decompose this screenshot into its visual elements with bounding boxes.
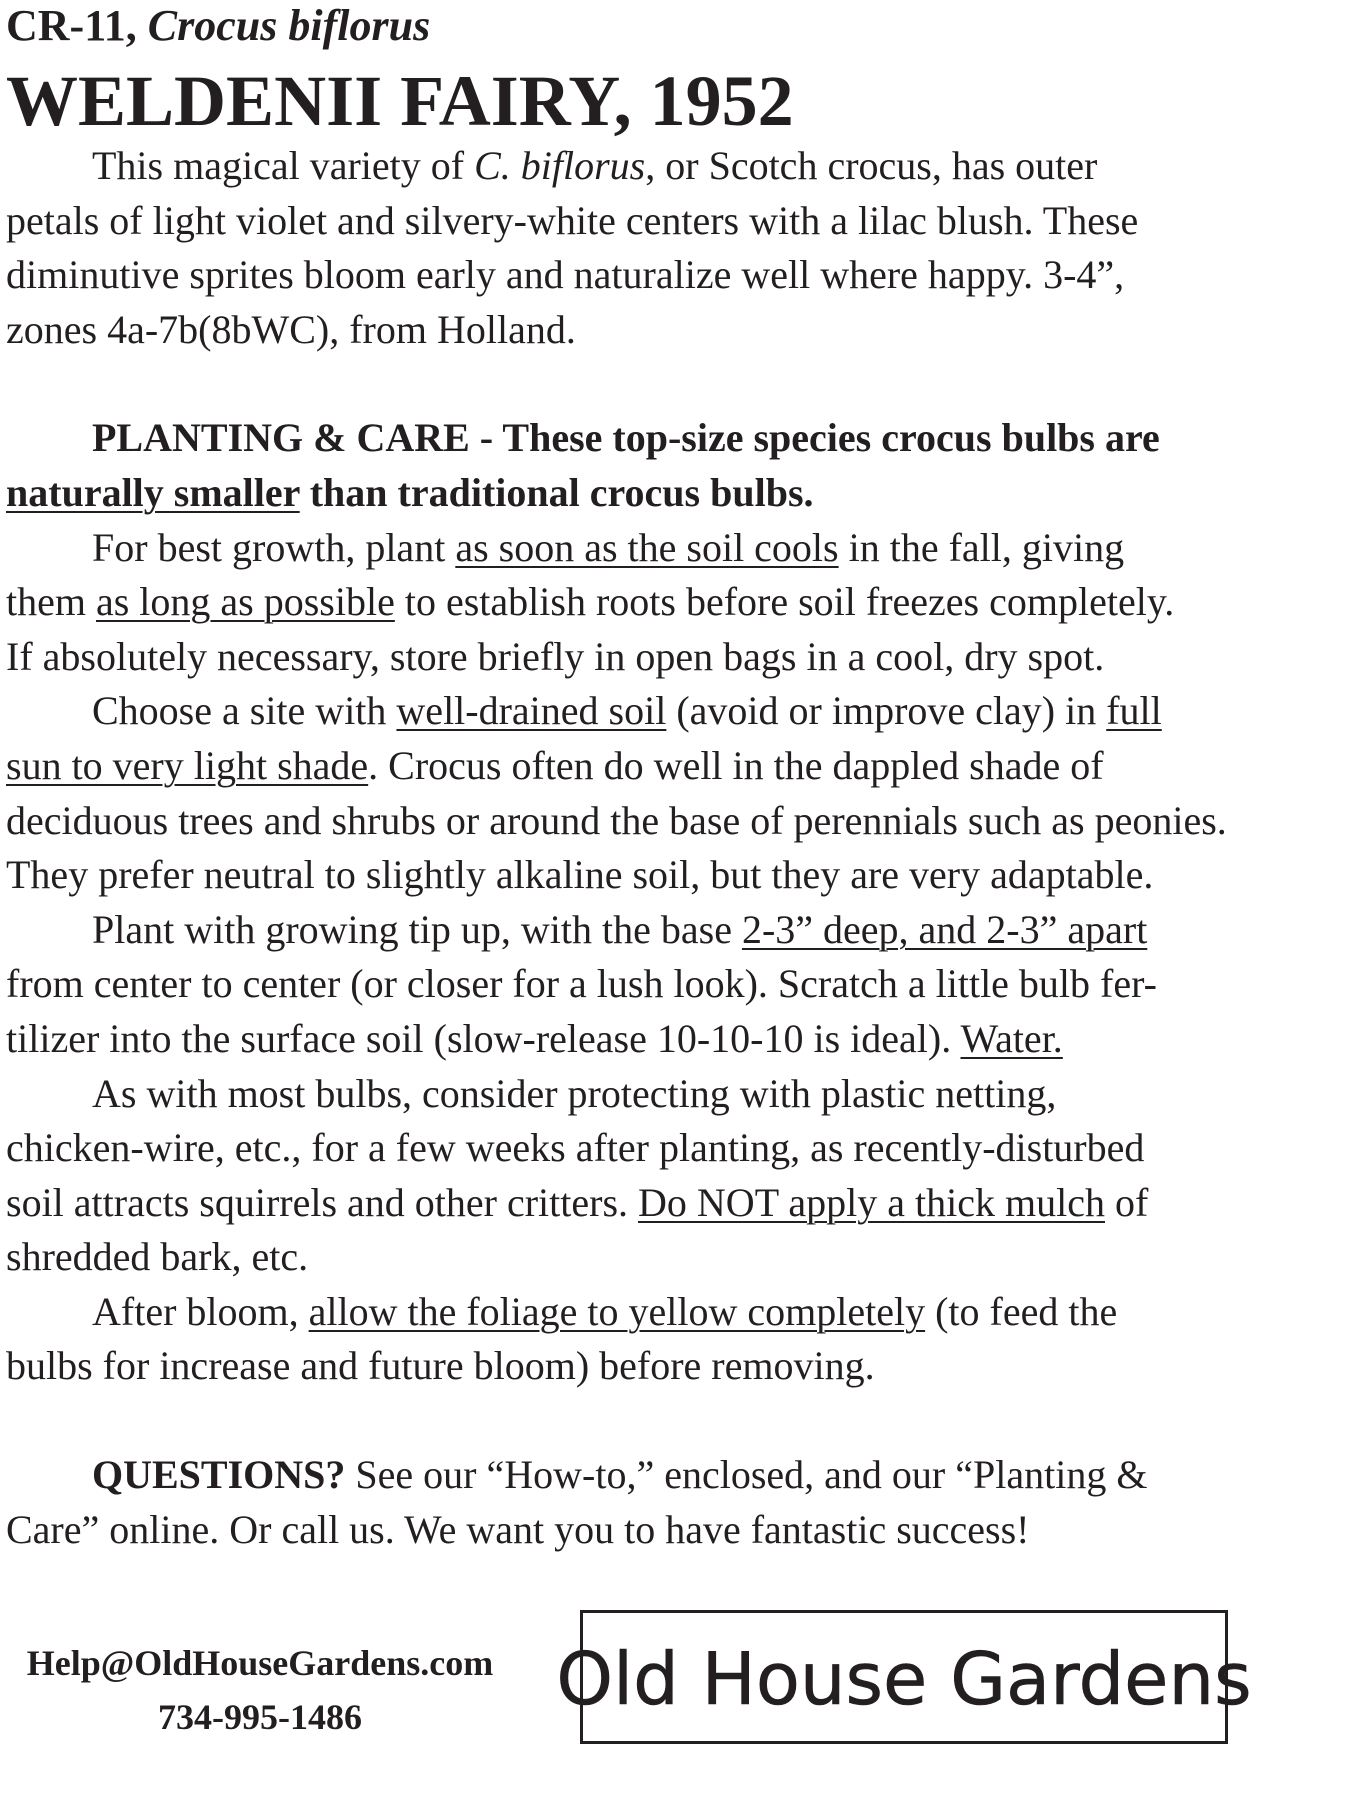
planting-heading-line-2: naturally smaller than traditional crocus bulbs. xyxy=(6,469,814,515)
contact-phone[interactable]: 734-995-1486 xyxy=(158,1697,362,1737)
species-name: Crocus biflorus xyxy=(147,1,431,50)
planting-line: After bloom, allow the foliage to yellow completely (to feed the xyxy=(92,1288,1118,1334)
planting-line: For best growth, plant as soon as the soil cools in the fall, giving xyxy=(92,524,1125,570)
description-line: petals of light violet and silvery-white centers with a lilac blush. These xyxy=(6,197,1139,243)
contact-email[interactable]: Help@OldHouseGardens.com xyxy=(26,1643,494,1683)
description-line: diminutive sprites bloom early and naturalize well where happy. 3-4”, xyxy=(6,252,1125,298)
description-line: This magical variety of C. biflorus, or Scotch crocus, has outer xyxy=(92,143,1098,188)
planting-line: deciduous trees and shrubs or around the base of perennials such as peonies. xyxy=(6,797,1227,843)
planting-line: from center to center (or closer for a lush look). Scratch a little bulb fer- xyxy=(6,961,1157,1007)
questions-line: Care” online. Or call us. We want you to have fantastic success! xyxy=(6,1506,1030,1552)
questions-label: QUESTIONS? xyxy=(92,1452,346,1498)
planting-line: tilizer into the surface soil (slow-release 10-10-10 is ideal). Water. xyxy=(6,1015,1063,1061)
planting-line: sun to very light shade. Crocus often do well in the dappled shade of xyxy=(6,742,1104,788)
planting-line: Plant with growing tip up, with the base 2-3” deep, and 2-3” apart xyxy=(92,906,1148,952)
planting-line: Choose a site with well-drained soil (avoid or improve clay) in full xyxy=(92,688,1162,734)
planting-line: chicken-wire, etc., for a few weeks after planting, as recently-disturbed xyxy=(6,1125,1145,1171)
species-italic: C. biflorus xyxy=(474,143,646,188)
contact-block xyxy=(0,1636,520,1744)
spacer xyxy=(6,1394,1326,1448)
planting-heading: PLANTING & CARE - These top-size species crocus bulbs are xyxy=(92,415,1160,461)
variety-title: WELDENII FAIRY, 1952 xyxy=(6,61,794,141)
product-code-line xyxy=(6,2,430,50)
body-text xyxy=(6,139,1326,1557)
spacer xyxy=(6,357,1326,411)
planting-line: bulbs for increase and future bloom) before removing. xyxy=(6,1343,875,1389)
planting-line: They prefer neutral to slightly alkaline soil, but they are very adaptable. xyxy=(6,852,1154,898)
planting-line: As with most bulbs, consider protecting with plastic netting, xyxy=(92,1070,1057,1116)
product-code: CR-11, xyxy=(6,1,137,50)
planting-line: soil attracts squirrels and other critters. Do NOT apply a thick mulch of xyxy=(6,1179,1149,1225)
planting-line: If absolutely necessary, store briefly in open bags in a cool, dry spot. xyxy=(6,633,1105,679)
planting-line: shredded bark, etc. xyxy=(6,1234,309,1280)
logo-wordmark-text: Old House Gardens xyxy=(556,1637,1252,1721)
old-house-gardens-logo xyxy=(556,1610,1252,1744)
planting-line: them as long as possible to establish roots before soil freezes completely. xyxy=(6,579,1175,625)
description-line: zones 4a-7b(8bWC), from Holland. xyxy=(6,306,576,352)
wordmark-logo-icon xyxy=(556,1622,1252,1732)
questions-line: QUESTIONS? See our “How-to,” enclosed, and our “Planting & xyxy=(92,1452,1148,1498)
